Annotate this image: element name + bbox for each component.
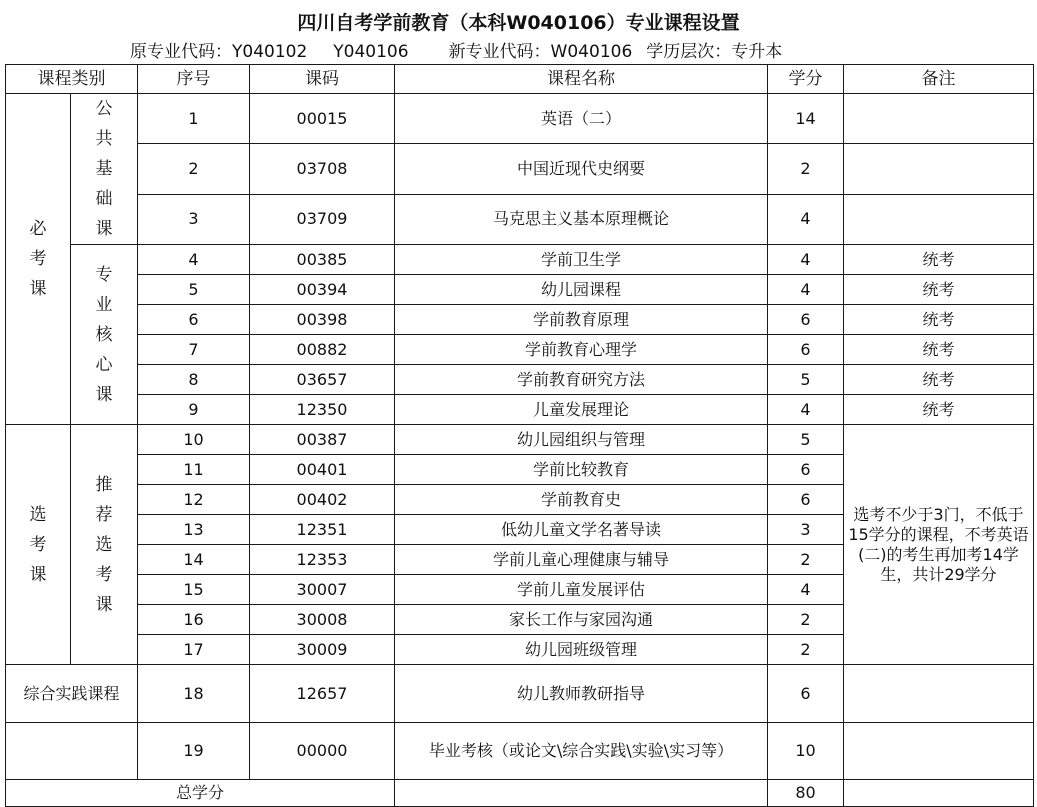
remark-cell: 统考 bbox=[844, 335, 1034, 365]
code-cell: 00000 bbox=[250, 723, 395, 780]
course-table bbox=[5, 64, 1034, 807]
seq-cell: 11 bbox=[138, 455, 250, 485]
page-title: 四川自考学前教育（本科W040106）专业课程设置 bbox=[297, 12, 740, 34]
seq-cell: 4 bbox=[138, 245, 250, 275]
code-cell: 00394 bbox=[250, 275, 395, 305]
name-cell: 学前教育心理学 bbox=[395, 335, 768, 365]
name-cell: 学前儿童心理健康与辅导 bbox=[395, 545, 768, 575]
seq-cell: 9 bbox=[138, 395, 250, 425]
seq-cell: 6 bbox=[138, 305, 250, 335]
code-cell: 30007 bbox=[250, 575, 395, 605]
seq-cell: 10 bbox=[138, 425, 250, 455]
header-code: 课码 bbox=[250, 65, 395, 94]
seq-cell: 14 bbox=[138, 545, 250, 575]
credit-cell: 2 bbox=[768, 635, 844, 665]
code-cell: 03709 bbox=[250, 194, 395, 244]
seq-cell: 3 bbox=[138, 194, 250, 244]
code-cell: 30009 bbox=[250, 635, 395, 665]
name-cell: 学前比较教育 bbox=[395, 455, 768, 485]
seq-cell: 1 bbox=[138, 94, 250, 144]
group-elective bbox=[6, 425, 71, 665]
credit-cell: 4 bbox=[768, 575, 844, 605]
total-row bbox=[6, 780, 1034, 807]
header-seq: 序号 bbox=[138, 65, 250, 94]
seq-cell: 12 bbox=[138, 485, 250, 515]
code-cell: 12350 bbox=[250, 395, 395, 425]
name-cell bbox=[395, 723, 768, 780]
remark-cell: 统考 bbox=[844, 395, 1034, 425]
name-cell: 学前教育研究方法 bbox=[395, 365, 768, 395]
remark-cell: 统考 bbox=[844, 245, 1034, 275]
seq-cell: 8 bbox=[138, 365, 250, 395]
group-required-label: 必考课 bbox=[29, 219, 47, 299]
header-credit: 学分 bbox=[768, 65, 844, 94]
group-practice-label: 综合实践课程 bbox=[23, 683, 120, 703]
table-row bbox=[6, 194, 1034, 244]
elective-note: 选考不少于3门，不低于15学分的课程，不考英语(二)的考生再加考14学生，共计29学分 bbox=[844, 425, 1034, 665]
name-cell: 家长工作与家园沟通 bbox=[395, 605, 768, 635]
code-cell: 00398 bbox=[250, 305, 395, 335]
code-cell: 00385 bbox=[250, 245, 395, 275]
education-level: 学历层次：专升本 bbox=[646, 42, 783, 62]
seq-cell: 17 bbox=[138, 635, 250, 665]
credit-cell: 4 bbox=[768, 194, 844, 244]
group-recommended-label: 推荐选考课 bbox=[95, 474, 113, 615]
header-remark: 备注 bbox=[844, 65, 1034, 94]
credit-cell: 6 bbox=[768, 335, 844, 365]
header-row bbox=[6, 65, 1034, 94]
group-public-basic-label: 公共基础课 bbox=[95, 99, 113, 239]
name-text: 毕业考核（或论文\综合实践\实验\实习等） bbox=[428, 741, 734, 760]
code-cell: 12657 bbox=[250, 665, 395, 723]
seq-cell: 5 bbox=[138, 275, 250, 305]
empty-category-cell bbox=[6, 723, 138, 780]
name-cell: 幼儿园课程 bbox=[395, 275, 768, 305]
credit-cell: 3 bbox=[768, 515, 844, 545]
credit-cell: 2 bbox=[768, 144, 844, 194]
table-row bbox=[6, 425, 1034, 455]
credit-cell: 6 bbox=[768, 455, 844, 485]
total-credit: 80 bbox=[768, 780, 844, 807]
seq-cell: 19 bbox=[138, 723, 250, 780]
group-core-label: 专业核心课 bbox=[95, 264, 113, 405]
seq-cell: 7 bbox=[138, 335, 250, 365]
remark-cell bbox=[844, 723, 1034, 780]
table-row bbox=[6, 305, 1034, 335]
name-cell: 学前教育史 bbox=[395, 485, 768, 515]
table-row bbox=[6, 275, 1034, 305]
name-cell: 幼儿园组织与管理 bbox=[395, 425, 768, 455]
seq-cell: 18 bbox=[138, 665, 250, 723]
credit-cell: 5 bbox=[768, 365, 844, 395]
table-row bbox=[6, 335, 1034, 365]
old-code-2: Y040106 bbox=[333, 42, 409, 62]
name-cell: 学前卫生学 bbox=[395, 245, 768, 275]
seq-cell: 16 bbox=[138, 605, 250, 635]
seq-cell: 13 bbox=[138, 515, 250, 545]
credit-cell: 4 bbox=[768, 245, 844, 275]
old-code-label: 原专业代码：Y040102 bbox=[130, 42, 308, 62]
name-cell: 低幼儿童文学名著导读 bbox=[395, 515, 768, 545]
seq-cell: 15 bbox=[138, 575, 250, 605]
name-cell: 学前教育原理 bbox=[395, 305, 768, 335]
name-cell: 学前儿童发展评估 bbox=[395, 575, 768, 605]
table-row bbox=[6, 144, 1034, 194]
name-cell: 儿童发展理论 bbox=[395, 395, 768, 425]
code-cell: 00402 bbox=[250, 485, 395, 515]
credit-cell: 6 bbox=[768, 485, 844, 515]
table-row bbox=[6, 94, 1034, 144]
remark-cell: 统考 bbox=[844, 305, 1034, 335]
table-row bbox=[6, 395, 1034, 425]
credit-cell: 6 bbox=[768, 665, 844, 723]
remark-cell: 统考 bbox=[844, 275, 1034, 305]
credit-cell: 4 bbox=[768, 275, 844, 305]
header-name: 课程名称 bbox=[395, 65, 768, 94]
subtitle bbox=[130, 40, 782, 64]
group-elective-label: 选考课 bbox=[29, 504, 47, 585]
table-row bbox=[6, 665, 1034, 723]
remark-cell: 统考 bbox=[844, 365, 1034, 395]
remark-cell bbox=[844, 665, 1034, 723]
table-row bbox=[6, 245, 1034, 275]
credit-cell: 6 bbox=[768, 305, 844, 335]
group-required bbox=[6, 94, 71, 425]
name-cell: 英语（二） bbox=[395, 94, 768, 144]
code-cell: 00015 bbox=[250, 94, 395, 144]
name-cell: 中国近现代史纲要 bbox=[395, 144, 768, 194]
code-cell: 00387 bbox=[250, 425, 395, 455]
credit-cell: 5 bbox=[768, 425, 844, 455]
new-code-label: 新专业代码：W040106 bbox=[448, 42, 633, 62]
group-recommended bbox=[71, 425, 138, 665]
header-category: 课程类别 bbox=[6, 65, 138, 94]
total-label: 总学分 bbox=[6, 780, 395, 807]
credit-cell: 2 bbox=[768, 545, 844, 575]
code-cell: 12351 bbox=[250, 515, 395, 545]
remark-cell bbox=[844, 94, 1034, 144]
table-row bbox=[6, 723, 1034, 780]
code-cell: 00401 bbox=[250, 455, 395, 485]
code-cell: 12353 bbox=[250, 545, 395, 575]
group-practice bbox=[6, 665, 138, 723]
credit-cell: 2 bbox=[768, 605, 844, 635]
remark-cell bbox=[844, 144, 1034, 194]
name-cell: 马克思主义基本原理概论 bbox=[395, 194, 768, 244]
credit-cell: 14 bbox=[768, 94, 844, 144]
name-cell: 幼儿教师教研指导 bbox=[395, 665, 768, 723]
group-public-basic bbox=[71, 94, 138, 245]
remark-cell bbox=[844, 194, 1034, 244]
total-empty-cell bbox=[395, 780, 768, 807]
seq-cell: 2 bbox=[138, 144, 250, 194]
table-row bbox=[6, 365, 1034, 395]
total-remark-cell bbox=[844, 780, 1034, 807]
code-cell: 00882 bbox=[250, 335, 395, 365]
credit-cell: 10 bbox=[768, 723, 844, 780]
code-cell: 03657 bbox=[250, 365, 395, 395]
code-cell: 30008 bbox=[250, 605, 395, 635]
code-cell: 03708 bbox=[250, 144, 395, 194]
name-cell: 幼儿园班级管理 bbox=[395, 635, 768, 665]
group-core bbox=[71, 245, 138, 425]
credit-cell: 4 bbox=[768, 395, 844, 425]
